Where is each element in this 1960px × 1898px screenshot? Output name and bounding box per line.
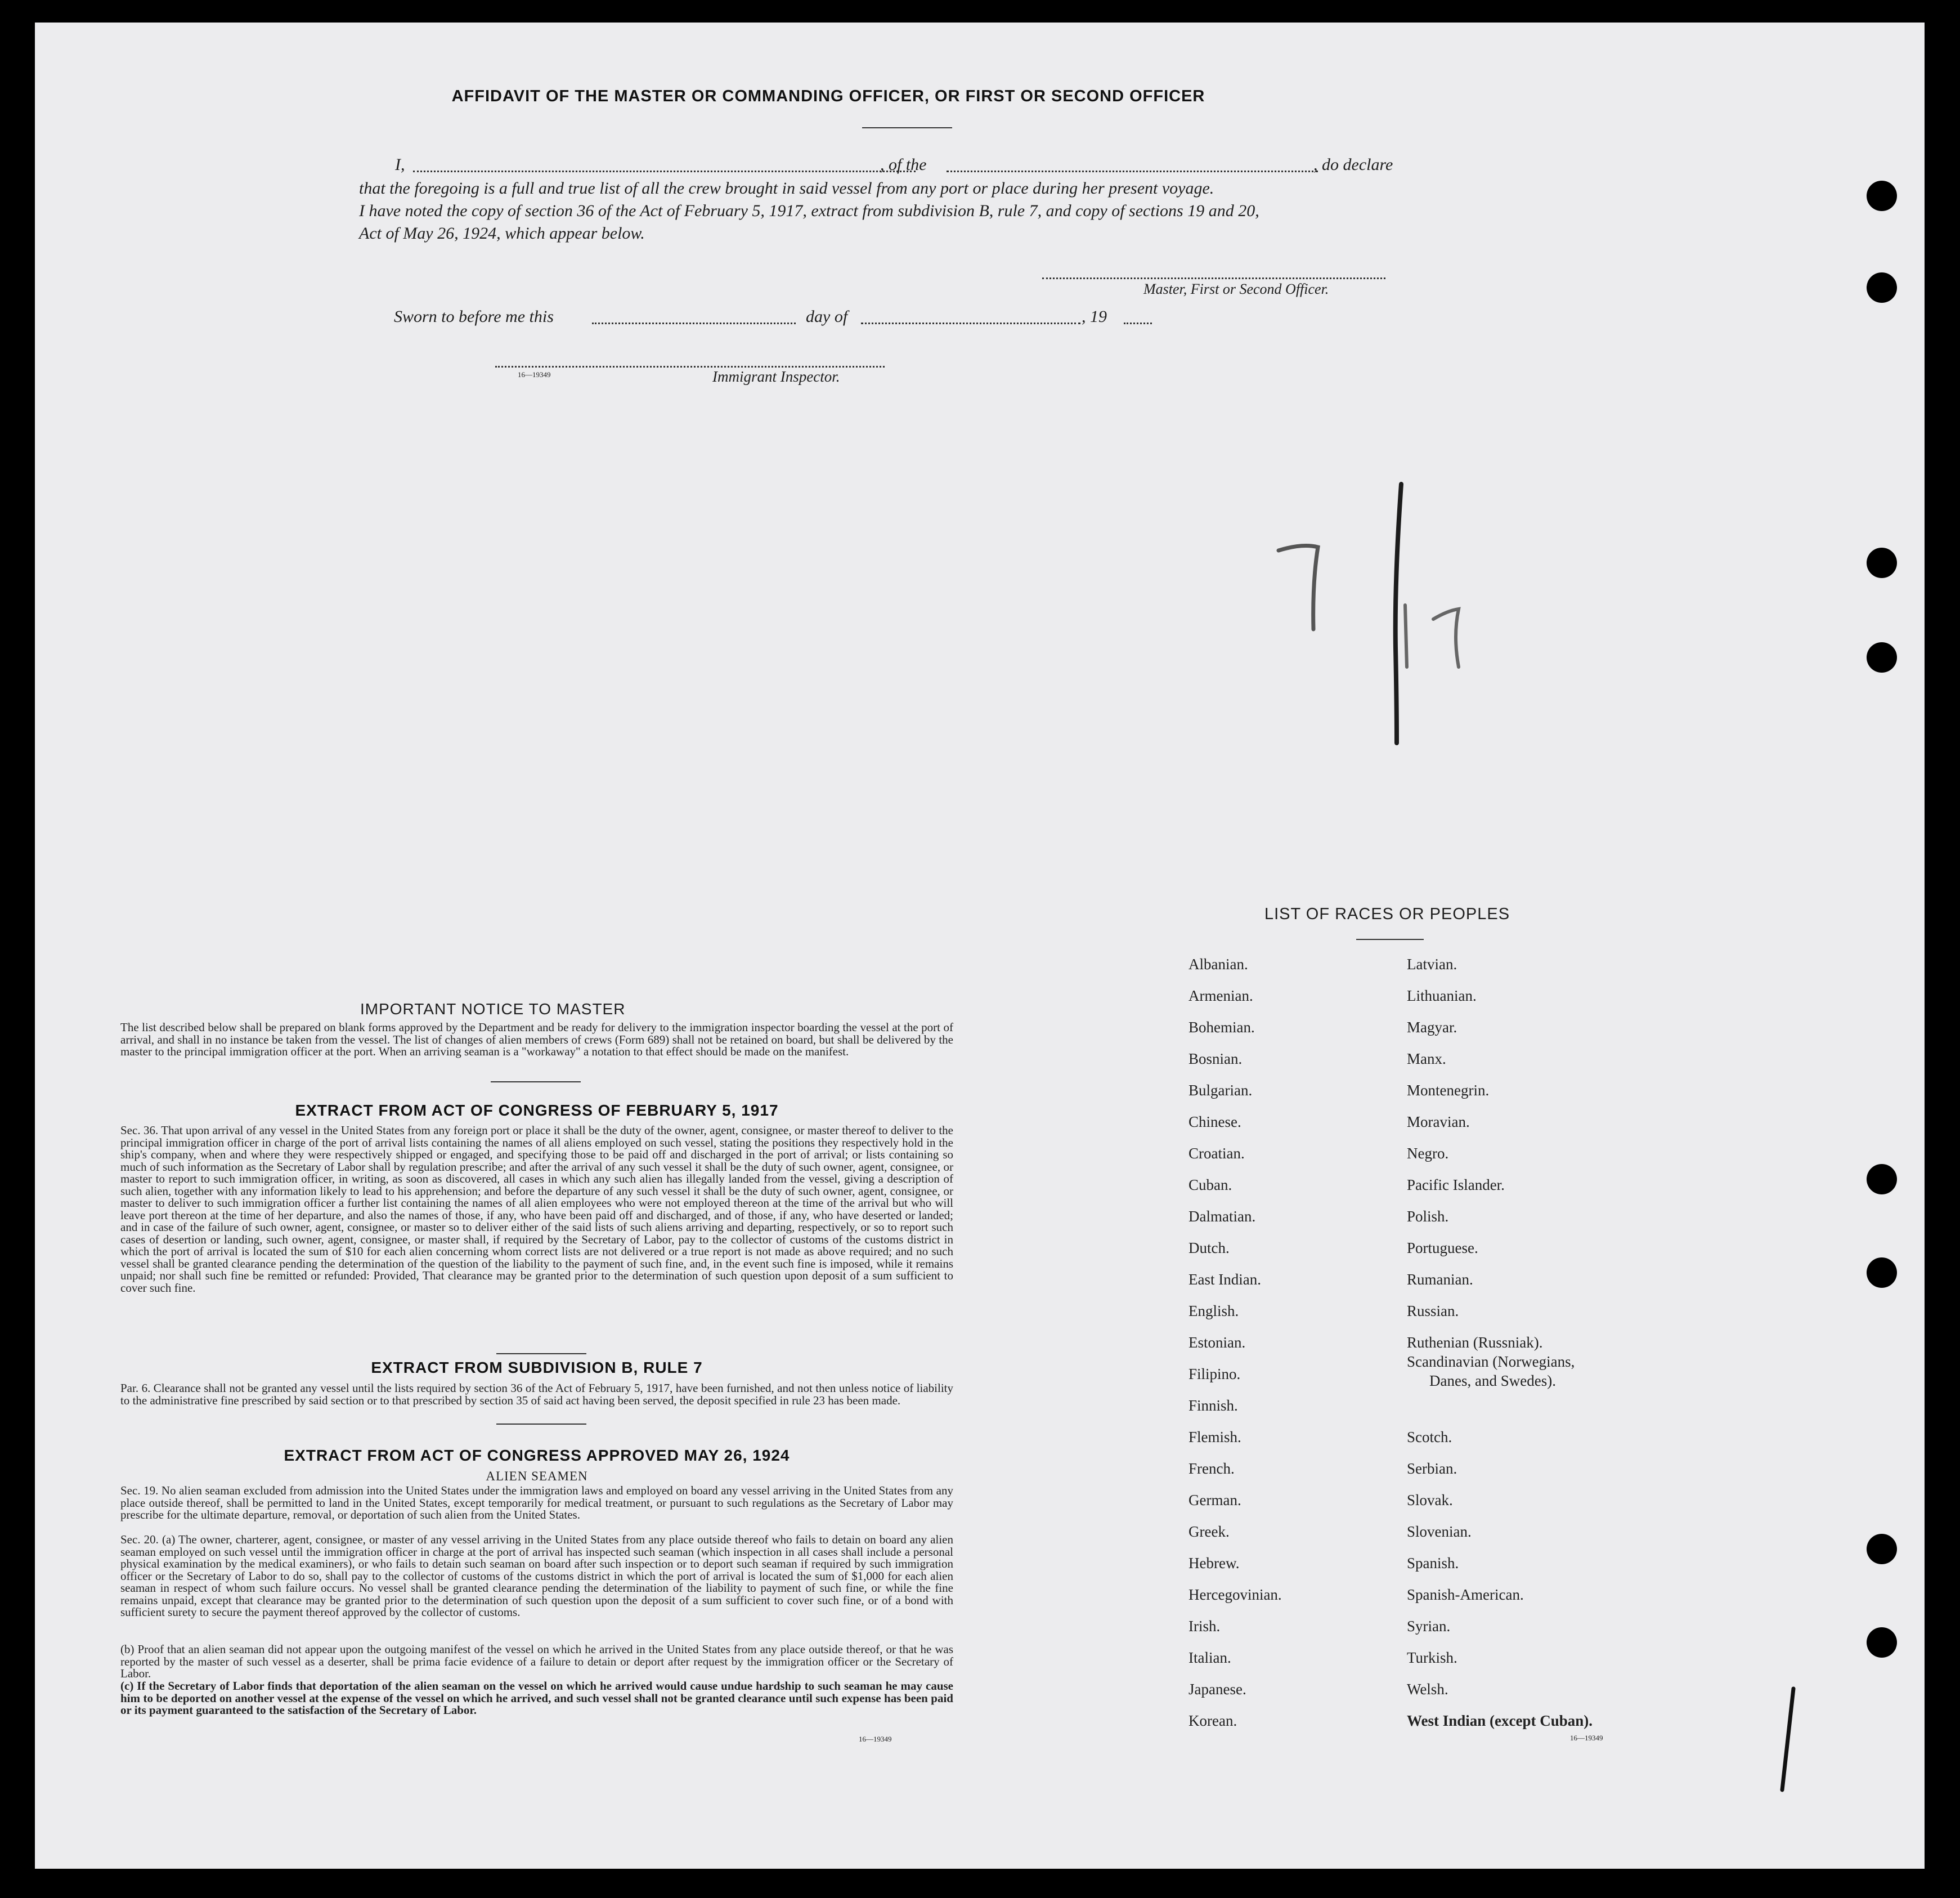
affidavit-line-2: that the foregoing is a full and true list of all the crew brought in said vessel from any port or place during her present voyage. — [359, 179, 1214, 198]
race-right-item: Ruthenian (Russniak). — [1407, 1334, 1543, 1351]
extract-1924-sec20c: (c) If the Secretary of Labor finds that deportation of the alien seaman on the vessel on which he arrived would cause undue hardship to such seaman he may cause him to be deported on another vessel at the expense of the vessel on which he arrived, and such vessel shall not be granted clearance until such expense has been paid or its payment guaranteed to the satisfaction of the Secretary of Labor. — [120, 1679, 953, 1717]
race-left-item: Armenian. — [1188, 987, 1253, 1004]
race-left-item: Bosnian. — [1188, 1050, 1243, 1067]
affidavit-of-the: , of the — [880, 155, 927, 174]
handwritten-date-note — [1262, 450, 1509, 766]
rule-7-divider — [496, 1424, 586, 1425]
race-right-item: Moravian. — [1407, 1113, 1470, 1130]
name-line — [413, 171, 916, 172]
race-left-item: East Indian. — [1188, 1271, 1261, 1288]
extract-1924-form-number: 16—19349 — [859, 1735, 892, 1743]
vessel-line — [947, 171, 1318, 172]
extract-1924-sec19: Sec. 19. No alien seaman excluded from admission into the United States under the immigration laws and employed on board any vessel arriving in the United States from any place outside thereof, shall be permitted to land in the United States, except temporarily for medical treatment, or pursuant to such regulations as the Secretary of Labor may prescribe for the ultimate departure, removal, or deportation of such alien from the United States. — [120, 1484, 953, 1521]
extract-1917-title: EXTRACT FROM ACT OF CONGRESS OF FEBRUARY 5, 1917 — [295, 1102, 779, 1119]
races-divider — [1356, 939, 1424, 940]
sworn-day-line — [592, 323, 796, 324]
race-right-item: Danes, and Swedes). — [1429, 1372, 1556, 1389]
race-left-item: Flemish. — [1188, 1429, 1241, 1445]
race-right-item: Slovenian. — [1407, 1523, 1472, 1540]
race-left-item: Albanian. — [1188, 956, 1248, 973]
extract-1924-sec20a: Sec. 20. (a) The owner, charterer, agent, consignee, or master of any vessel arriving in the United States from any place outside thereof who fails to detain on board any alien seaman employed on such vessel until the immigration officer in charge at the port of arrival has inspected such seaman (which inspection in all cases shall include a personal physical examination by the medical examiners), or who fails to detain such seaman on board after such inspection or to deport such seaman if required by such immigration officer or the Secretary of Labor to do so, shall pay to the collector of customs of the customs district in which the port of arrival is located the sum of $1,000 for each alien seaman in respect of whom such failure occurs. No vessel shall be granted clearance pending the determination of the liability to payment of such fine, or while the fine remains unpaid, except that clearance may be granted prior to the determination of such question upon the deposit of a sum sufficient to cover such fine, or of a bond with sufficient surety to secure the payment thereof approved by the collector of customs. — [120, 1533, 953, 1619]
binder-hole — [1867, 181, 1897, 211]
day-of-label: day of — [806, 307, 848, 326]
race-left-item: Dutch. — [1188, 1239, 1230, 1256]
title-divider — [862, 127, 952, 128]
race-left-item: Bohemian. — [1188, 1019, 1255, 1036]
race-left-item: Dalmatian. — [1188, 1208, 1256, 1225]
race-right-item: Scotch. — [1407, 1429, 1452, 1445]
master-signature-caption: Master, First or Second Officer. — [1143, 281, 1329, 297]
race-right-item: Syrian. — [1407, 1618, 1451, 1635]
notice-title: IMPORTANT NOTICE TO MASTER — [360, 1000, 626, 1018]
binder-hole — [1867, 1627, 1897, 1658]
race-left-item: Greek. — [1188, 1523, 1230, 1540]
race-right-item: Spanish-American. — [1407, 1586, 1524, 1603]
race-left-item: Bulgarian. — [1188, 1082, 1253, 1099]
extract-1924-title: EXTRACT FROM ACT OF CONGRESS APPROVED MAY 26, 1924 — [284, 1447, 790, 1464]
race-right-item: Russian. — [1407, 1302, 1459, 1319]
affidavit-line-3: I have noted the copy of section 36 of the Act of February 5, 1917, extract from subdivision B, rule 7, and copy of sections 19 and 20, — [359, 202, 1259, 220]
race-left-item: German. — [1188, 1492, 1241, 1508]
master-signature-line — [1042, 277, 1385, 279]
race-right-item: Montenegrin. — [1407, 1082, 1490, 1099]
race-left-item: Irish. — [1188, 1618, 1221, 1635]
race-right-item: Scandinavian (Norwegians, — [1407, 1353, 1575, 1370]
race-right-item: Portuguese. — [1407, 1239, 1478, 1256]
race-right-item: Rumanian. — [1407, 1271, 1473, 1288]
races-form-number: 16—19349 — [1570, 1734, 1603, 1742]
race-right-item: Polish. — [1407, 1208, 1449, 1225]
affidavit-do-declare: , do declare — [1313, 155, 1393, 174]
race-left-item: Hercegovinian. — [1188, 1586, 1282, 1603]
affidavit-i: I, — [395, 155, 405, 174]
race-left-item: Cuban. — [1188, 1176, 1232, 1193]
year-line — [1124, 323, 1152, 324]
extract-1924-sec20b: (b) Proof that an alien seaman did not appear upon the outgoing manifest of the vessel on which he arrived in the United States from any place outside thereof, or that he was reported by the master of such vessel as a deserter, shall be prima facie evidence of a failure to detain or deport after request by the immigration officer or the Secretary of Labor. — [120, 1642, 953, 1680]
races-title: LIST OF RACES OR PEOPLES — [1264, 905, 1510, 923]
race-left-item: Chinese. — [1188, 1113, 1241, 1130]
race-right-item: Pacific Islander. — [1407, 1176, 1505, 1193]
extract-1924-subtitle: ALIEN SEAMEN — [486, 1469, 588, 1483]
race-right-item: Serbian. — [1407, 1460, 1457, 1477]
sworn-month-line — [861, 323, 1080, 324]
race-right-item: Negro. — [1407, 1145, 1449, 1162]
race-left-item: Japanese. — [1188, 1681, 1246, 1698]
race-left-item: Finnish. — [1188, 1397, 1238, 1414]
inspector-caption: Immigrant Inspector. — [712, 368, 840, 385]
binder-hole — [1867, 548, 1897, 578]
race-left-item: Italian. — [1188, 1649, 1231, 1666]
extract-1917-text: Sec. 36. That upon arrival of any vessel in the United States from any foreign port or place it shall be the duty of the owner, agent, consignee, or master thereof to deliver to the principal immigration officer in charge of the port of arrival lists containing the names of all aliens employed on such vessel, stating the positions they respectively hold in the ship's company, when and where they were respectively shipped or engaged, and specifying those to be paid off and discharged in the port of arrival; or lists containing so much of such information as the Secretary of Labor shall by regulation prescribe; and after the arrival of any such vessel it shall be the duty of such owner, agent, consignee, or master to report to such immigration officer, in writing, as soon as discovered, all cases in which any such alien has illegally landed from the vessel, giving a description of such alien, together with any information likely to lead to his apprehension; and before the departure of any such vessel it shall be the duty of such owner, agent, consignee, or master to deliver to such immigration officer a further list containing the names of all alien employees who were not employed thereon at the time of the arrival but who will leave port thereon at the time of her departure, and also the names of those, if any, who have been paid off and discharged, and of those, if any, who have deserted or landed; and in case of the failure of such owner, agent, consignee, or master so to deliver either of the said lists of such aliens arriving and departing, respectively, or so to report such cases of desertion or landing, such owner, agent, consignee, or master shall, if required by the Secretary of Labor, pay to the collector of customs of the customs district in which the port of arrival is located the sum of $10 for each alien concerning whom correct lists are not delivered or a true report is not made as above required; and no such vessel shall be granted clearance pending the determination of the question of the liability to the payment of such fine, and, in the event such fine is imposed, while it remains unpaid; nor shall such fine be remitted or refunded: Provided, That clearance may be granted prior to the determination of such question upon deposit of a sum sufficient to cover such fine. — [120, 1123, 953, 1295]
binder-hole — [1867, 1257, 1897, 1288]
race-right-item: Magyar. — [1407, 1019, 1457, 1036]
binder-hole — [1867, 1164, 1897, 1194]
rule-7-title: EXTRACT FROM SUBDIVISION B, RULE 7 — [371, 1359, 703, 1376]
race-right-item: West Indian (except Cuban). — [1407, 1712, 1593, 1729]
binder-hole — [1867, 272, 1897, 303]
race-right-item: Slovak. — [1407, 1492, 1453, 1508]
race-left-item: Korean. — [1188, 1712, 1237, 1729]
affidavit-title: AFFIDAVIT OF THE MASTER OR COMMANDING OFFICER, OR FIRST OR SECOND OFFICER — [451, 87, 1205, 105]
race-right-item: Manx. — [1407, 1050, 1446, 1067]
extract-1917-divider — [496, 1353, 586, 1354]
race-left-item: French. — [1188, 1460, 1235, 1477]
race-left-item: Estonian. — [1188, 1334, 1246, 1351]
race-right-item: Welsh. — [1407, 1681, 1448, 1698]
binder-hole — [1867, 642, 1897, 673]
race-right-item: Spanish. — [1407, 1555, 1459, 1572]
affidavit-form-number: 16—19349 — [518, 370, 551, 379]
race-left-item: Filipino. — [1188, 1366, 1241, 1382]
affidavit-line-4: Act of May 26, 1924, which appear below. — [359, 224, 645, 243]
rule-7-text: Par. 6. Clearance shall not be granted any vessel until the lists required by section 36 of the Act of February 5, 1917, have been furnished, and not then unless notice of liability to the administrative fine prescribed by said section or to that prescribed by section 35 of said act having been served, the deposit specified in rule 23 has been made. — [120, 1381, 953, 1407]
race-left-item: English. — [1188, 1302, 1239, 1319]
sworn-label: Sworn to before me this — [394, 307, 554, 326]
race-right-item: Latvian. — [1407, 956, 1457, 973]
year-label: , 19 — [1082, 307, 1107, 326]
race-left-item: Croatian. — [1188, 1145, 1245, 1162]
document-page — [35, 23, 1925, 1869]
binder-hole — [1867, 1534, 1897, 1564]
handwritten-mark — [1771, 1677, 1805, 1801]
notice-text: The list described below shall be prepared on blank forms approved by the Department and be ready for delivery to the immigration inspector boarding the vessel at the port of arrival, and shall in no instance be taken from the vessel. The list of changes of alien members of crews (Form 689) shall not be retained on board, but shall be delivered by the master to the principal immigration officer at the port. When an arriving seaman is a "workaway" a notation to that effect should be made on the manifest. — [120, 1020, 953, 1058]
race-left-item: Hebrew. — [1188, 1555, 1240, 1572]
inspector-signature-line — [495, 366, 885, 368]
race-right-item: Lithuanian. — [1407, 987, 1477, 1004]
race-right-item: Turkish. — [1407, 1649, 1457, 1666]
notice-divider — [491, 1081, 581, 1082]
